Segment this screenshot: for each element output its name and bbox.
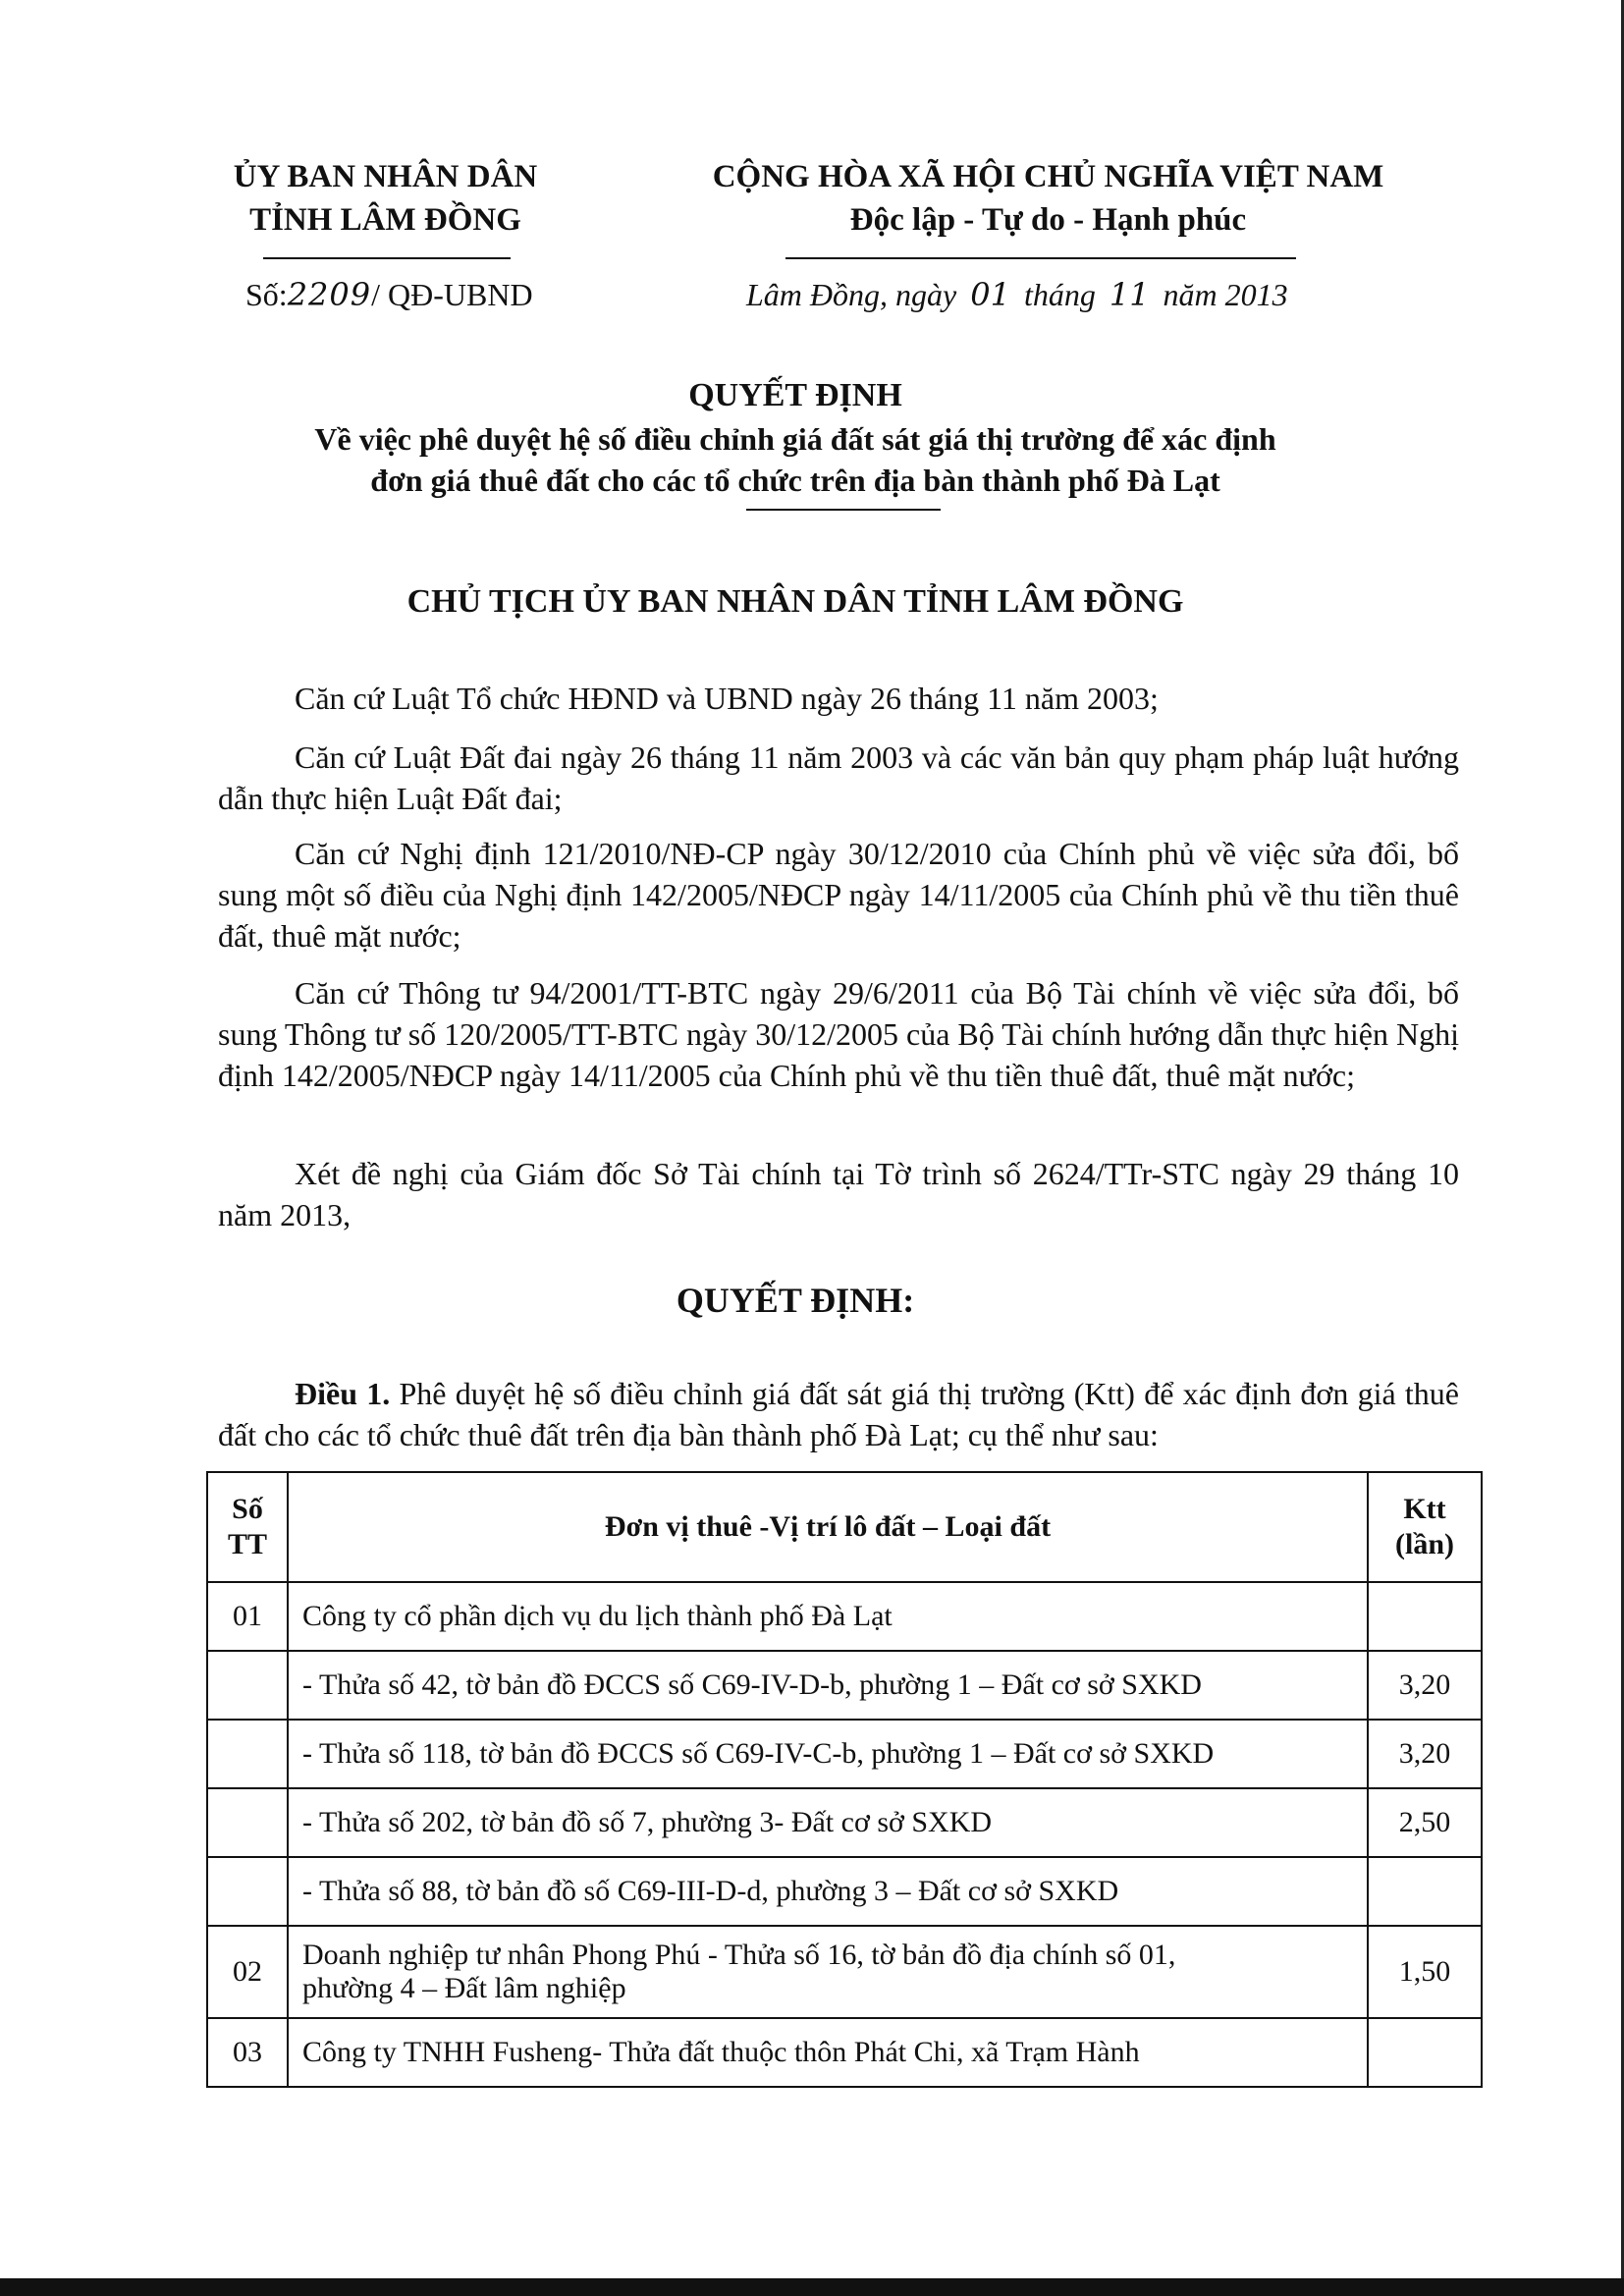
cell-stt	[207, 1788, 288, 1857]
table-row	[207, 1788, 1482, 1857]
national-motto	[687, 155, 1409, 242]
preamble-text-1: Căn cứ Luật Tổ chức HĐND và UBND ngày 26 tháng 11 năm 2003;	[295, 681, 1159, 716]
header-stt-line-1: Số	[232, 1493, 263, 1525]
preamble-text-5: Xét đề nghị của Giám đốc Sở Tài chính tại Tờ trình số 2624/TTr-STC ngày 29 tháng 10 năm 2013,	[218, 1156, 1459, 1232]
date-month-label: tháng	[1023, 277, 1096, 312]
cell-stt: 03	[207, 2018, 288, 2087]
cell-ktt: 3,20	[1368, 1720, 1482, 1788]
number-prefix: Số:	[245, 277, 288, 312]
cell-ktt	[1368, 1582, 1482, 1651]
motto-line-2: Độc lập - Tự do - Hạnh phúc	[849, 202, 1247, 238]
cell-ktt	[1368, 2018, 1482, 2087]
table-row	[207, 1857, 1482, 1926]
cell-desc: - Thửa số 202, tờ bản đồ số 7, phường 3- Đất cơ sở SXKD	[288, 1788, 1368, 1857]
cell-stt	[207, 1720, 288, 1788]
title-line-1: Về việc phê duyệt hệ số điều chỉnh giá đất sát giá thị trường để xác định	[314, 421, 1276, 457]
article-1	[218, 1373, 1459, 1455]
date-place-label: Lâm Đồng, ngày	[746, 277, 957, 312]
document-date	[746, 273, 1288, 316]
decision-heading: QUYẾT ĐỊNH:	[676, 1281, 915, 1320]
date-year: năm 2013	[1163, 277, 1288, 312]
chairman-heading: CHỦ TỊCH ỦY BAN NHÂN DÂN TỈNH LÂM ĐỒNG	[406, 583, 1184, 620]
header-ktt-line-1: Ktt	[1403, 1493, 1446, 1525]
document-number	[245, 273, 533, 316]
cell-ktt: 3,20	[1368, 1651, 1482, 1720]
table-row	[207, 2018, 1482, 2087]
cell-desc: - Thửa số 118, tờ bản đồ ĐCCS số C69-IV-C-b, phường 1 – Đất cơ sở SXKD	[288, 1720, 1368, 1788]
cell-desc-line-2: phường 4 – Đất lâm nghiệp	[302, 1972, 626, 2004]
preamble-paragraph-5	[218, 1153, 1459, 1235]
cell-stt	[207, 1857, 288, 1926]
cell-desc: Công ty TNHH Fusheng- Thửa đất thuộc thôn Phát Chi, xã Trạm Hành	[288, 2018, 1368, 2087]
header-right-rule	[785, 257, 1296, 259]
header-ktt	[1368, 1472, 1482, 1582]
title-main: QUYẾT ĐỊNH	[688, 377, 902, 413]
header-stt	[207, 1472, 288, 1582]
cell-desc-line-1: Doanh nghiệp tư nhân Phong Phú - Thửa số 16, tờ bản đồ địa chính số 01,	[302, 1939, 1176, 1971]
cell-ktt	[1368, 1857, 1482, 1926]
table-row	[207, 1720, 1482, 1788]
preamble-paragraph-4	[218, 972, 1459, 1096]
issuing-authority	[211, 155, 560, 242]
cell-stt	[207, 1651, 288, 1720]
header-left-rule	[263, 257, 511, 259]
authority-line-2: TỈNH LÂM ĐỒNG	[249, 202, 521, 238]
motto-line-1: CỘNG HÒA XÃ HỘI CHỦ NGHĨA VIỆT NAM	[712, 159, 1384, 194]
date-day: 01	[970, 276, 1010, 313]
preamble-text-3: Căn cứ Nghị định 121/2010/NĐ-CP ngày 30/12/2010 của Chính phủ về việc sửa đổi, bổ sung một số điều của Nghị định 142/2005/NĐCP ngày 14/11/2005 của Chính phủ về thu tiền thuê đất, thuê mặt nước;	[218, 836, 1459, 954]
header-stt-line-2: TT	[227, 1528, 268, 1560]
table-row	[207, 1582, 1482, 1651]
preamble-text-4: Căn cứ Thông tư 94/2001/TT-BTC ngày 29/6/2011 của Bộ Tài chính về việc sửa đổi, bổ sung Thông tư số 120/2005/TT-BTC ngày 30/12/2005 của Bộ Tài chính hướng dẫn thực hiện Nghị định 142/2005/NĐCP ngày 14/11/2005 của Chính phủ về thu tiền thuê đất, thuê mặt nước;	[218, 975, 1459, 1093]
cell-stt: 02	[207, 1926, 288, 2018]
number-handwritten: 2209	[287, 276, 372, 313]
cell-stt: 01	[207, 1582, 288, 1651]
cell-ktt: 2,50	[1368, 1788, 1482, 1857]
preamble-paragraph-1	[218, 678, 1459, 719]
title-rule	[746, 509, 941, 511]
ktt-table	[206, 1471, 1483, 2088]
cell-desc: Công ty cổ phần dịch vụ du lịch thành phố Đà Lạt	[288, 1582, 1368, 1651]
number-suffix: / QĐ-UBND	[371, 277, 533, 312]
title-line-2: đơn giá thuê đất cho các tổ chức trên địa bàn thành phố Đà Lạt	[370, 463, 1220, 498]
preamble-paragraph-3	[218, 833, 1459, 957]
preamble-paragraph-2	[218, 737, 1459, 819]
header-desc: Đơn vị thuê -Vị trí lô đất – Loại đất	[288, 1472, 1368, 1582]
table-row	[207, 1926, 1482, 2018]
cell-ktt: 1,50	[1368, 1926, 1482, 2018]
cell-desc	[288, 1926, 1368, 2018]
document-title	[147, 373, 1443, 501]
cell-desc: - Thửa số 88, tờ bản đồ số C69-III-D-d, phường 3 – Đất cơ sở SXKD	[288, 1857, 1368, 1926]
table-header-row	[207, 1472, 1482, 1582]
article-1-text: Phê duyệt hệ số điều chỉnh giá đất sát giá thị trường (Ktt) để xác định đơn giá thuê đất cho các tổ chức thuê đất trên địa bàn thành phố Đà Lạt; cụ thể như sau:	[218, 1376, 1460, 1452]
header-ktt-line-2: (lần)	[1395, 1528, 1454, 1560]
authority-line-1: ỦY BAN NHÂN DÂN	[233, 159, 538, 194]
preamble-text-2: Căn cứ Luật Đất đai ngày 26 tháng 11 năm 2003 và các văn bản quy phạm pháp luật hướng dẫn thực hiện Luật Đất đai;	[218, 739, 1459, 816]
table-row	[207, 1651, 1482, 1720]
scan-edge-bottom	[0, 2278, 1624, 2296]
article-1-label: Điều 1.	[295, 1376, 391, 1411]
cell-desc: - Thửa số 42, tờ bản đồ ĐCCS số C69-IV-D-b, phường 1 – Đất cơ sở SXKD	[288, 1651, 1368, 1720]
date-month: 11	[1109, 276, 1150, 313]
